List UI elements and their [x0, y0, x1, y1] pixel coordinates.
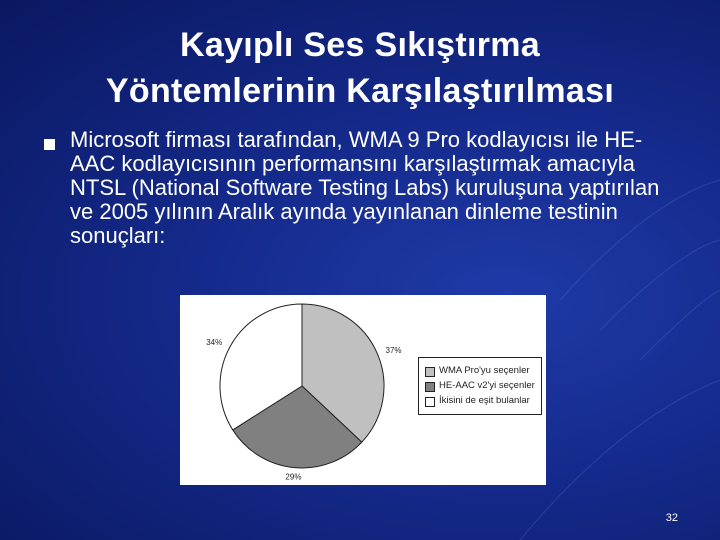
square-bullet-icon [44, 139, 55, 150]
pie-slice-label: 37% [385, 345, 402, 355]
legend-swatch [425, 397, 435, 407]
pie-slice-label: 29% [285, 472, 302, 482]
pie-slice-label: 34% [206, 338, 223, 348]
legend-swatch [425, 382, 435, 392]
slide-title-line-1: Kayıplı Ses Sıkıştırma [180, 26, 540, 64]
bullet-text: Microsoft firması tarafından, WMA 9 Pro kodlayıcısı ile HE-AAC kodlayıcısının performansını karşılaştırmak amacıyla NTSL (National Software Testing Labs) kuruluşuna yaptırılan ve 2005 yılının Aralık ayında yayınlanan dinleme testinin sonuçları: [70, 127, 660, 248]
slide-title-line-2: Yöntemlerinin Karşılaştırılması [105, 72, 615, 110]
legend-label: HE-AAC v2'yi seçenler [439, 380, 535, 391]
pie-chart [180, 295, 546, 485]
page-number: 32 [665, 512, 678, 524]
legend-label: İkisini de eşit bulanlar [439, 395, 530, 406]
legend-item [425, 394, 541, 408]
legend-label: WMA Pro'yu seçenler [439, 365, 530, 376]
slide-title [0, 22, 720, 114]
legend-item [425, 364, 541, 378]
legend-item [425, 379, 541, 393]
chart-legend [418, 357, 542, 415]
legend-swatch [425, 367, 435, 377]
